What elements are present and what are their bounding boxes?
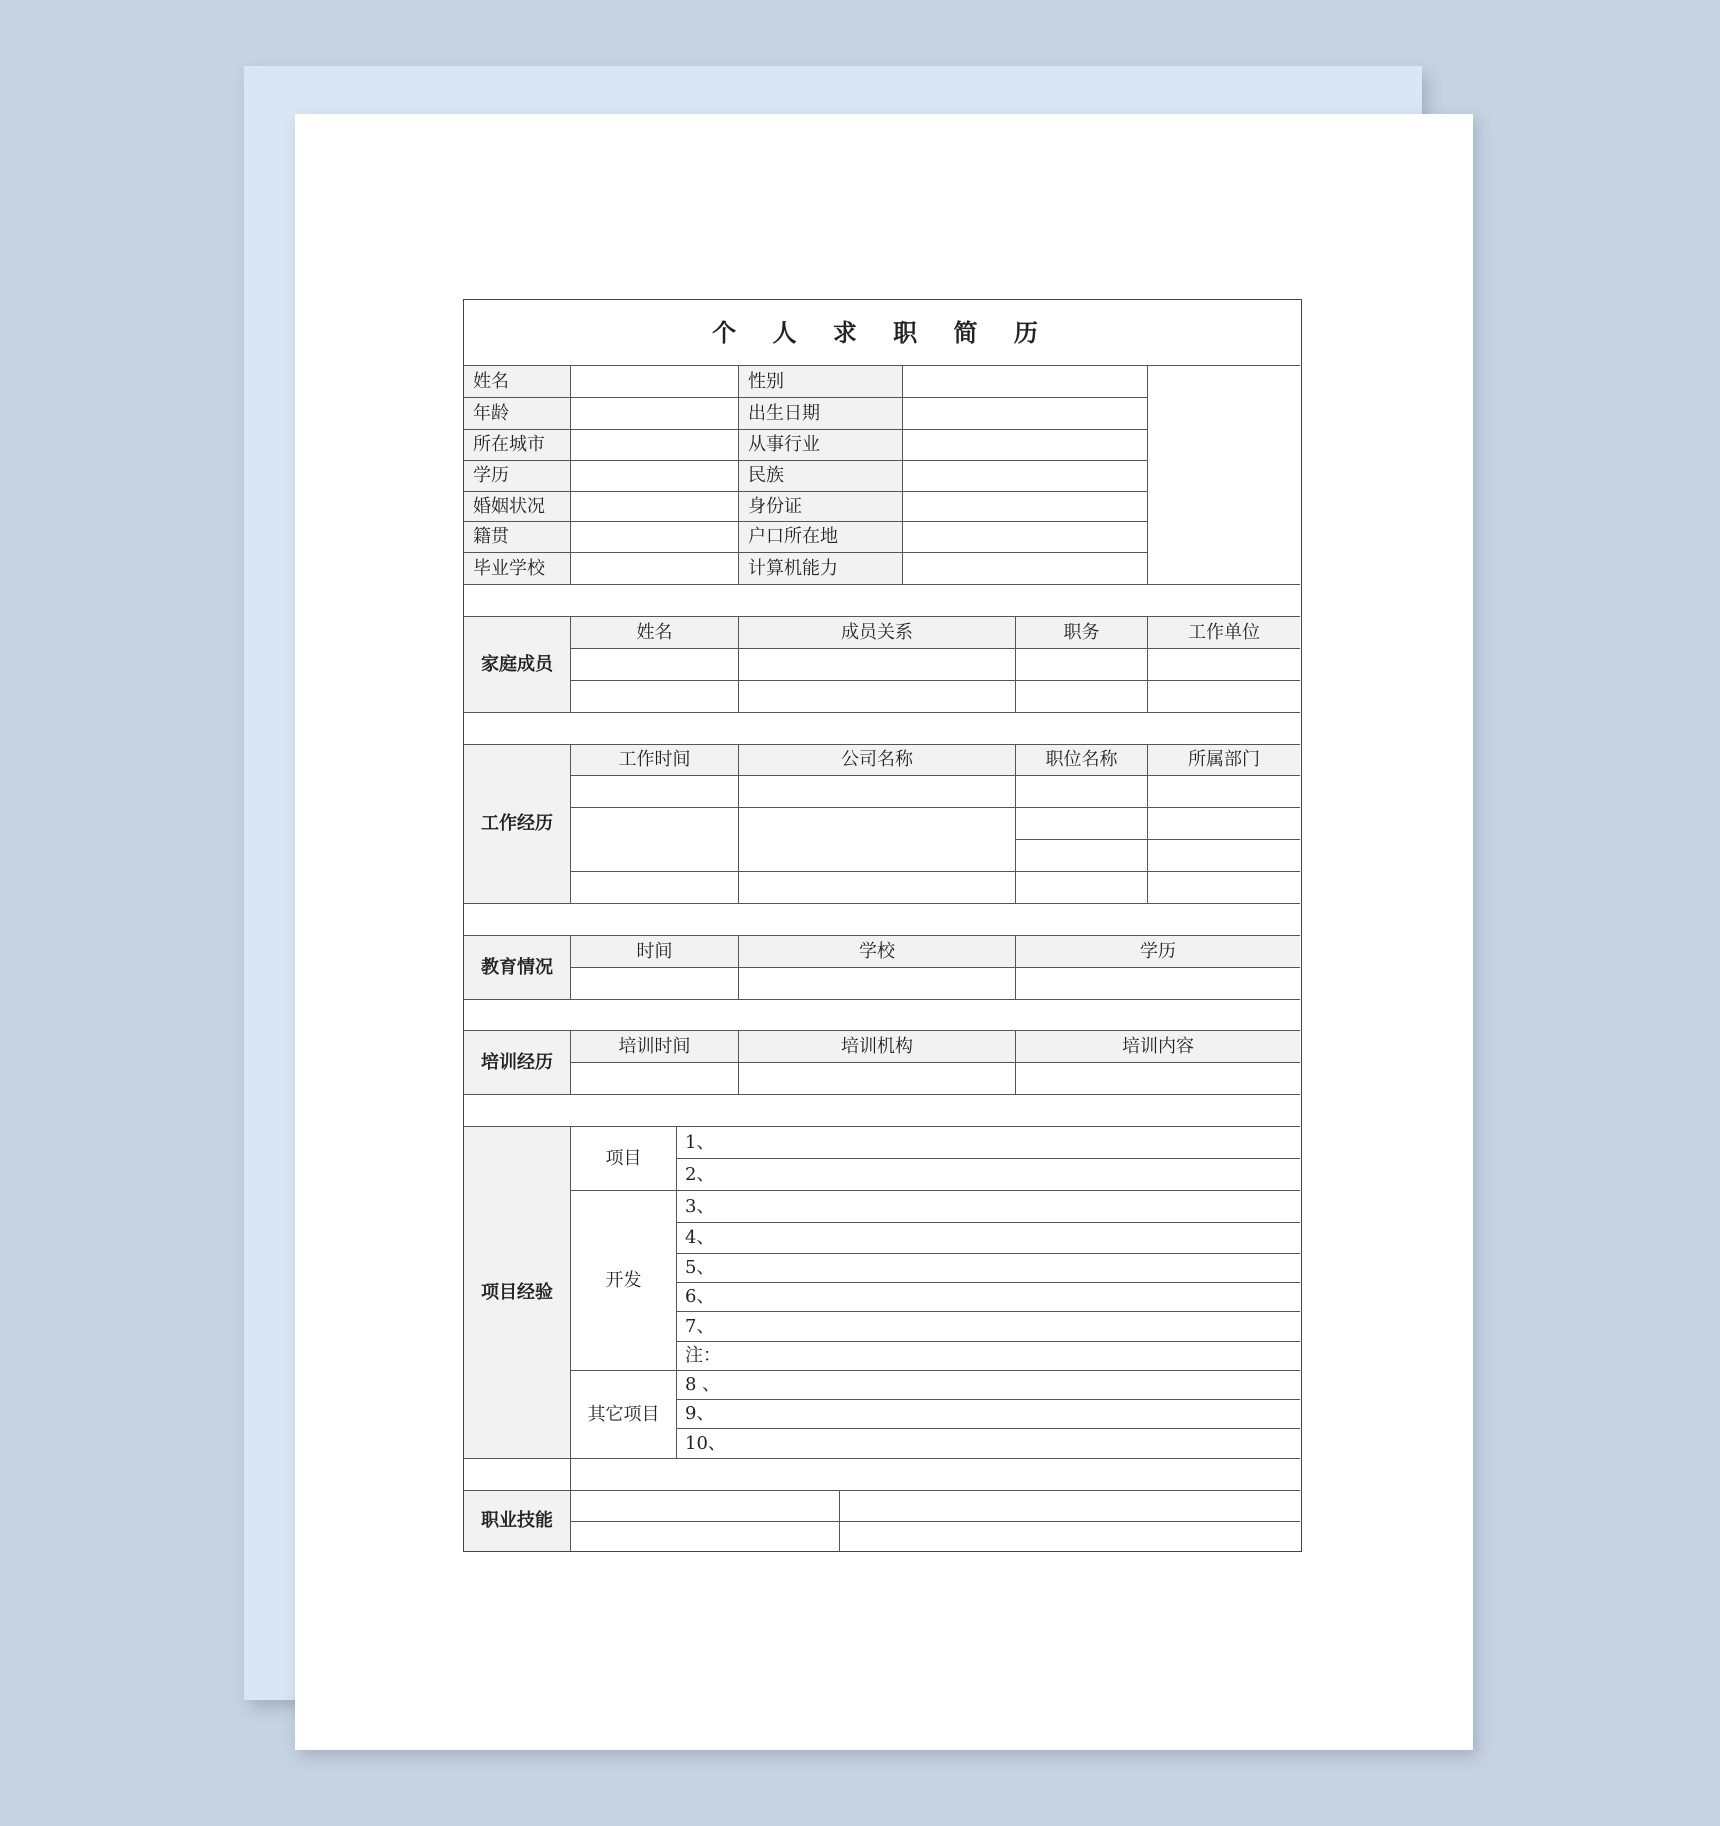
section-projects: 项目经验 [464,1127,571,1459]
label-marital: 婚姻状况 [464,492,571,522]
skill-cell[interactable] [571,1491,840,1522]
work-cell[interactable] [1148,840,1300,872]
family-header-relation: 成员关系 [739,617,1016,649]
resume-form [463,299,1302,1552]
spacer-row [571,1459,1300,1491]
family-header-name: 姓名 [571,617,739,649]
project-item[interactable]: 4、 [677,1223,1300,1254]
project-note[interactable]: 注： [677,1342,1300,1371]
work-header-department: 所属部门 [1148,745,1300,776]
city-field[interactable] [571,430,739,461]
family-header-employer: 工作单位 [1148,617,1300,649]
ethnicity-field[interactable] [903,461,1148,492]
work-cell[interactable] [1016,808,1148,840]
work-cell[interactable] [1148,776,1300,808]
label-age: 年龄 [464,398,571,430]
spacer-row [464,1459,571,1491]
label-city: 所在城市 [464,430,571,461]
work-cell[interactable] [571,872,739,904]
id-card-field[interactable] [903,492,1148,522]
education-cell[interactable] [1016,968,1300,1000]
education-header-school: 学校 [739,936,1016,968]
work-cell[interactable] [739,808,1016,872]
label-name: 姓名 [464,366,571,398]
birthdate-field[interactable] [903,398,1148,430]
family-cell[interactable] [1148,681,1300,713]
gender-field[interactable] [903,366,1148,398]
spacer-row [464,1000,1300,1031]
section-work: 工作经历 [464,745,571,904]
work-header-company: 公司名称 [739,745,1016,776]
project-item[interactable]: 3、 [677,1191,1300,1223]
work-cell[interactable] [1016,840,1148,872]
label-school: 毕业学校 [464,553,571,585]
training-header-institution: 培训机构 [739,1031,1016,1063]
form-title: 个 人 求 职 简 历 [464,300,1300,366]
project-group-project: 项目 [571,1127,677,1191]
computer-skill-field[interactable] [903,553,1148,585]
section-family: 家庭成员 [464,617,571,713]
spacer-row [464,713,1300,745]
name-field[interactable] [571,366,739,398]
label-computer-skill: 计算机能力 [739,553,903,585]
work-cell[interactable] [571,808,739,872]
family-cell[interactable] [571,649,739,681]
training-cell[interactable] [1016,1063,1300,1095]
degree-field[interactable] [571,461,739,492]
project-item[interactable]: 2、 [677,1159,1300,1191]
family-cell[interactable] [739,649,1016,681]
household-field[interactable] [903,522,1148,553]
project-group-development: 开发 [571,1191,677,1371]
skill-cell[interactable] [571,1522,840,1551]
skill-cell[interactable] [840,1522,1300,1551]
project-item[interactable]: 9、 [677,1400,1300,1429]
work-cell[interactable] [739,776,1016,808]
family-cell[interactable] [1016,681,1148,713]
family-header-position: 职务 [1016,617,1148,649]
label-degree: 学历 [464,461,571,492]
work-cell[interactable] [571,776,739,808]
spacer-row [464,585,1300,617]
work-cell[interactable] [1016,872,1148,904]
education-header-time: 时间 [571,936,739,968]
age-field[interactable] [571,398,739,430]
label-industry: 从事行业 [739,430,903,461]
industry-field[interactable] [903,430,1148,461]
label-id-card: 身份证 [739,492,903,522]
family-cell[interactable] [571,681,739,713]
family-cell[interactable] [739,681,1016,713]
section-skills: 职业技能 [464,1491,571,1551]
work-cell[interactable] [1148,808,1300,840]
school-field[interactable] [571,553,739,585]
label-birthdate: 出生日期 [739,398,903,430]
section-education: 教育情况 [464,936,571,1000]
label-ethnicity: 民族 [739,461,903,492]
skill-cell[interactable] [840,1491,1300,1522]
native-place-field[interactable] [571,522,739,553]
training-cell[interactable] [571,1063,739,1095]
project-item[interactable]: 10、 [677,1429,1300,1459]
work-header-time: 工作时间 [571,745,739,776]
family-cell[interactable] [1148,649,1300,681]
marital-field[interactable] [571,492,739,522]
section-training: 培训经历 [464,1031,571,1095]
education-header-degree: 学历 [1016,936,1300,968]
spacer-row [464,1095,1300,1127]
photo-area[interactable] [1148,366,1300,585]
spacer-row [464,904,1300,936]
project-item[interactable]: 5、 [677,1254,1300,1283]
work-cell[interactable] [1148,872,1300,904]
label-native-place: 籍贯 [464,522,571,553]
family-cell[interactable] [1016,649,1148,681]
education-cell[interactable] [739,968,1016,1000]
project-item[interactable]: 1、 [677,1127,1300,1159]
label-household: 户口所在地 [739,522,903,553]
training-header-time: 培训时间 [571,1031,739,1063]
training-cell[interactable] [739,1063,1016,1095]
project-item[interactable]: 8 、 [677,1371,1300,1400]
work-cell[interactable] [739,872,1016,904]
label-gender: 性别 [739,366,903,398]
project-item[interactable]: 7、 [677,1312,1300,1342]
project-item[interactable]: 6、 [677,1283,1300,1312]
work-header-title: 职位名称 [1016,745,1148,776]
training-header-content: 培训内容 [1016,1031,1300,1063]
education-cell[interactable] [571,968,739,1000]
work-cell[interactable] [1016,776,1148,808]
project-group-other: 其它项目 [571,1371,677,1459]
